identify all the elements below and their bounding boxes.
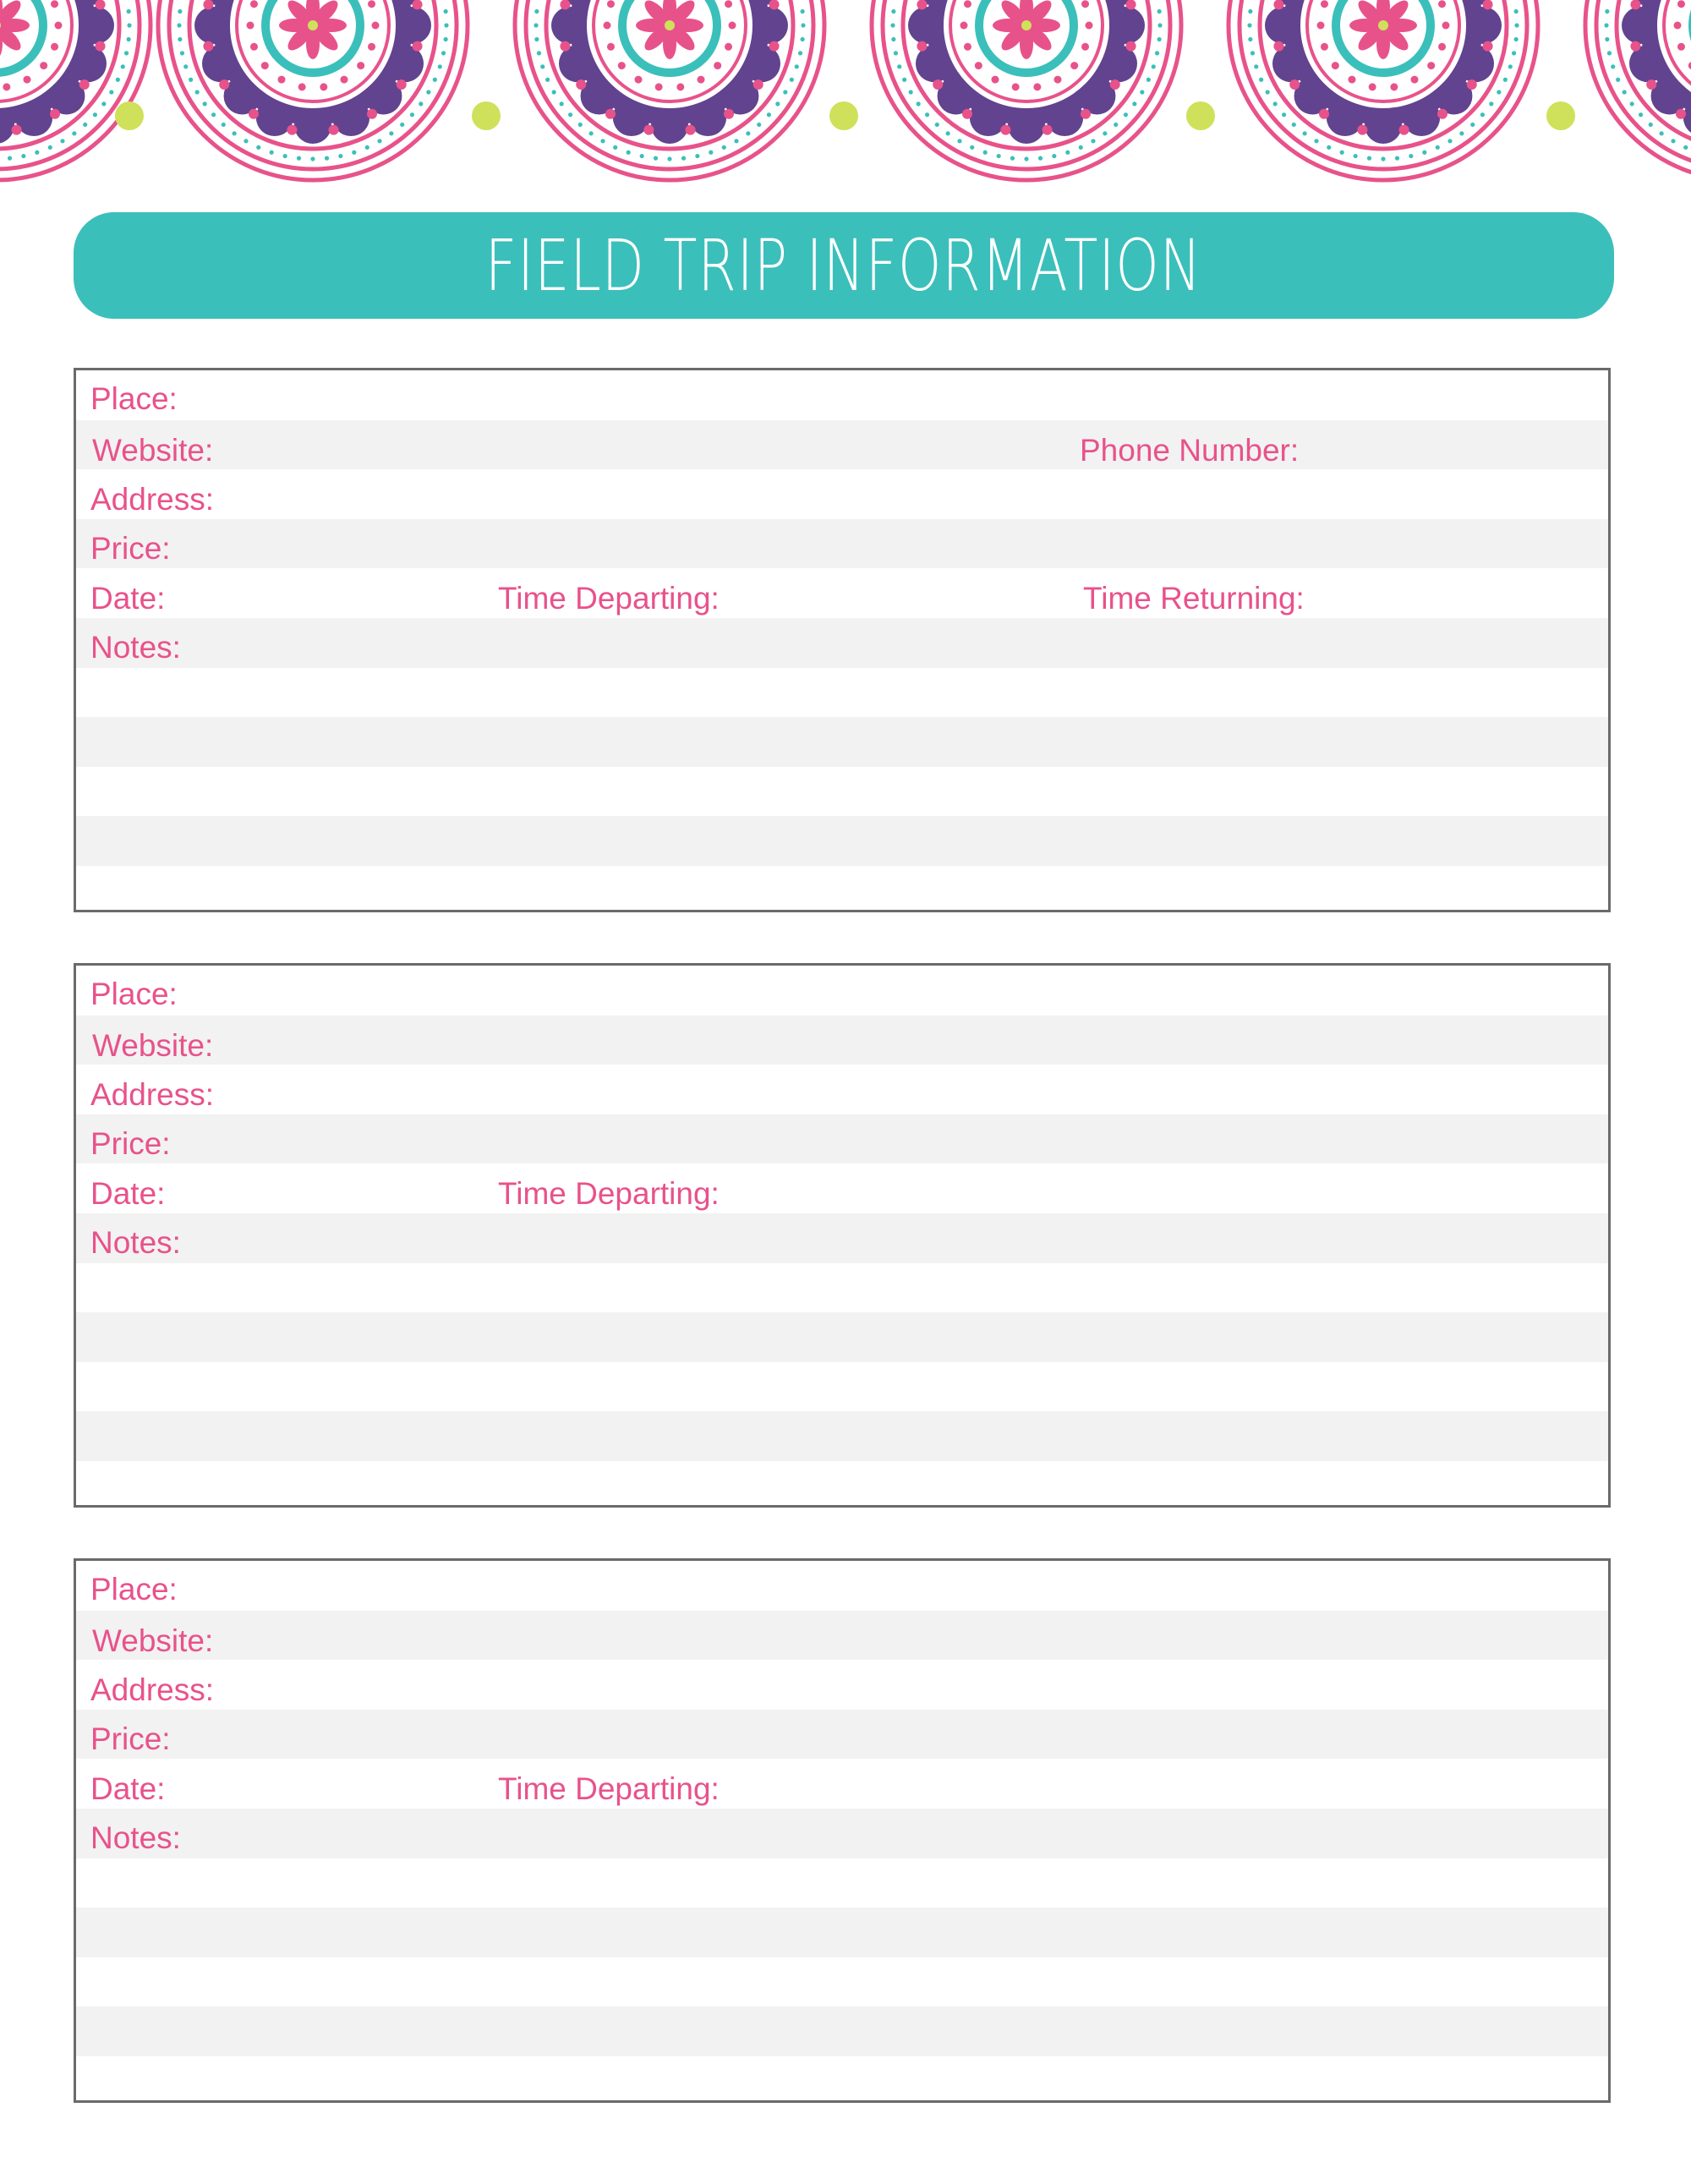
- website-label: Website:: [92, 1623, 214, 1658]
- lined-row: [76, 1908, 1608, 1957]
- lined-row: [76, 1213, 1608, 1263]
- page-title: FIELD TRIP INFORMATION: [485, 224, 1202, 307]
- field-trip-card-3: [74, 1558, 1611, 2103]
- lined-row: [76, 618, 1608, 668]
- lined-row: [76, 1312, 1608, 1362]
- lined-row: [76, 816, 1608, 866]
- mandala-pattern-svg: [0, 0, 1691, 194]
- time-departing-label: Time Departing:: [498, 581, 720, 616]
- lined-row: [76, 1710, 1608, 1760]
- place-label: Place:: [90, 1572, 178, 1607]
- address-label: Address:: [90, 1077, 215, 1112]
- lined-row: [76, 2006, 1608, 2056]
- date-label: Date:: [90, 1176, 166, 1211]
- lined-row: [76, 1611, 1608, 1661]
- mandala-border-pattern: [0, 0, 1691, 194]
- address-label: Address:: [90, 482, 215, 517]
- lined-row: [76, 1015, 1608, 1065]
- notes-label: Notes:: [90, 1820, 181, 1855]
- website-label: Website:: [92, 1028, 214, 1063]
- title-bar: [74, 212, 1614, 319]
- field-trip-card-1: [74, 368, 1611, 912]
- lined-row: [76, 1411, 1608, 1461]
- lined-row: [76, 717, 1608, 767]
- price-label: Price:: [90, 1721, 171, 1756]
- lined-row: [76, 420, 1608, 470]
- notes-label: Notes:: [90, 630, 181, 665]
- phone-number-label: Phone Number:: [1080, 433, 1300, 468]
- place-label: Place:: [90, 977, 178, 1011]
- lined-row: [76, 519, 1608, 569]
- address-label: Address:: [90, 1672, 215, 1707]
- date-label: Date:: [90, 581, 166, 616]
- price-label: Price:: [90, 1126, 171, 1161]
- lined-row: [76, 1114, 1608, 1164]
- field-trip-card-2: [74, 963, 1611, 1508]
- place-label: Place:: [90, 381, 178, 416]
- time-departing-label: Time Departing:: [498, 1771, 720, 1806]
- date-label: Date:: [90, 1771, 166, 1806]
- price-label: Price:: [90, 531, 171, 566]
- time-returning-label: Time Returning:: [1083, 581, 1305, 616]
- website-label: Website:: [92, 433, 214, 468]
- notes-label: Notes:: [90, 1225, 181, 1260]
- lined-row: [76, 1809, 1608, 1858]
- time-departing-label: Time Departing:: [498, 1176, 720, 1211]
